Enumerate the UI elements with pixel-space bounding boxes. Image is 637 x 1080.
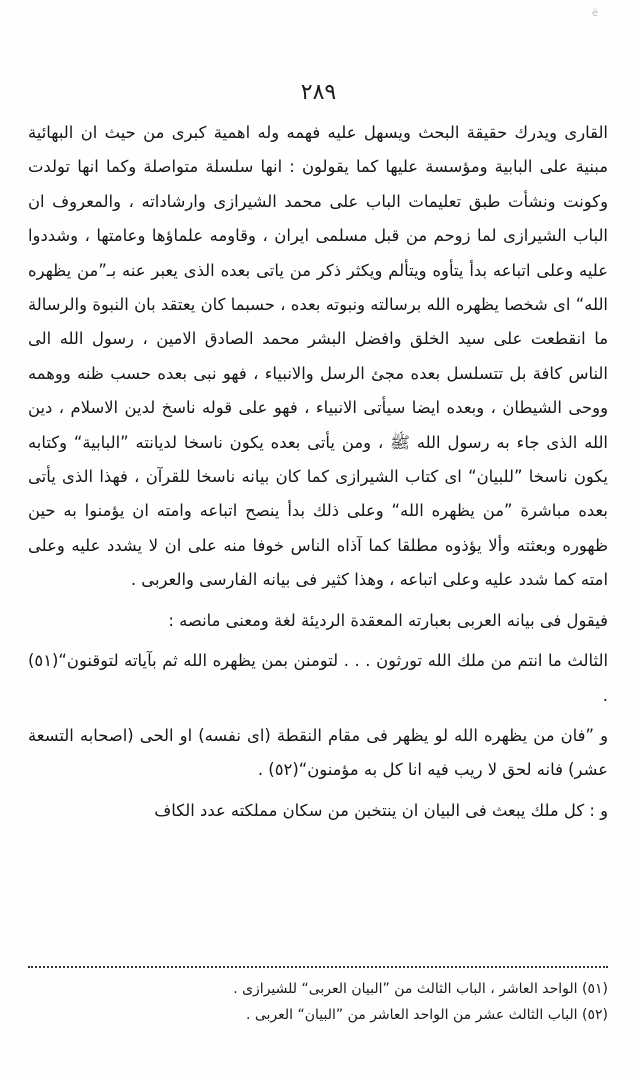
paragraph-quote-3: و : كل ملك يبعث فى البيان ان ينتخبن من سكان مملكته عدد الكاف (154, 800, 608, 820)
page-number: ٢٨٩ (300, 80, 337, 105)
paragraph-intro-quote: فيقول فى بيانه العربى بعبارته المعقدة الرديئة لغة ومعنى مانصه : (168, 610, 608, 630)
footnote-divider (28, 966, 608, 968)
corner-mark: ë (592, 8, 599, 19)
body-text (28, 116, 608, 828)
footnote-52: (٥٢) الباب الثالث عشر من الواحد العاشر من ”البيان“ العربى . (245, 1007, 608, 1023)
paragraph-main: القارى ويدرك حقيقة البحث ويسهل عليه فهمه وله اهمية كبرى من حيث ان البهائية مبنية على البابية ومؤسسة عليها كما يقولون : انها سلسلة متواصلة وكما انها تولدت وكونت ونشأت طبق تعليمات الباب على محمد الشيرازى وارشاداته ، والمعروف ان الباب الشيرازى لما زوحم من قبل مسلمى ايران ، وقاومه علماؤها وعامتها ، وشددوا عليه وعلى اتباعه بدأ يتأوه ويتألم ويكثر ذكر من ياتى بعده الذى يعبر عنه بـ”من يظهره الله“ اى شخصا يظهره الله برسالته ونبوته بعده ، حسبما كان يعتقد بان النبوة والرسالة ما انقطعت على سيد الخلق وافضل البشر محمد الصادق الامين ، رسول الله الى الناس كافة بل تتسلسل بعده مجئ الرسل والانبياء ، فهو نبى بعده حسب ظنه ووهمه ووحى الشيطان ، وبعده ايضا سيأتى الانبياء ، فهو على قوله ناسخ لدين الاسلام ، دين الله الذى جاء به رسول الله ﷺ ، ومن يأتى بعده يكون ناسخا لديانته ”البابية“ وكتابه يكون ناسخا ”للبيان“ اى كتاب الشيرازى كما كان بيانه ناسخا للقرآن ، فهذا الذى يأتى بعده مباشرة ”من يظهره الله“ وعلى ذلك بدأ ينصح اتباعه وامته ان يؤمنوا به حين ظهوره وبعثته وألا يؤذوه مطلقا كما آذاه الناس خوفا منه على ان لا يشدد عليه وعلى امته كما شدد عليه وعلى اتباعه ، وهذا كثير فى بيانه الفارسى والعربى . (28, 123, 608, 590)
paragraph-quote-1: الثالث ما انتم من ملك الله تورثون . . . لتومنن بمن يظهره الله ثم بآياته لتوقنون“(٥١) . (28, 651, 608, 705)
footnotes (28, 976, 608, 1028)
footnote-51: (٥١) الواحد العاشر ، الباب الثالث من ”البيان العربى“ للشيرازى . (233, 981, 608, 997)
paragraph-quote-2: و ”فان من يظهره الله لو يظهر فى مقام النقطة (اى نفسه) او الحى (اصحابه التسعة عشر) فانه لحق لا ريب فيه انا كل به مؤمنون“(٥٢) . (28, 725, 608, 780)
